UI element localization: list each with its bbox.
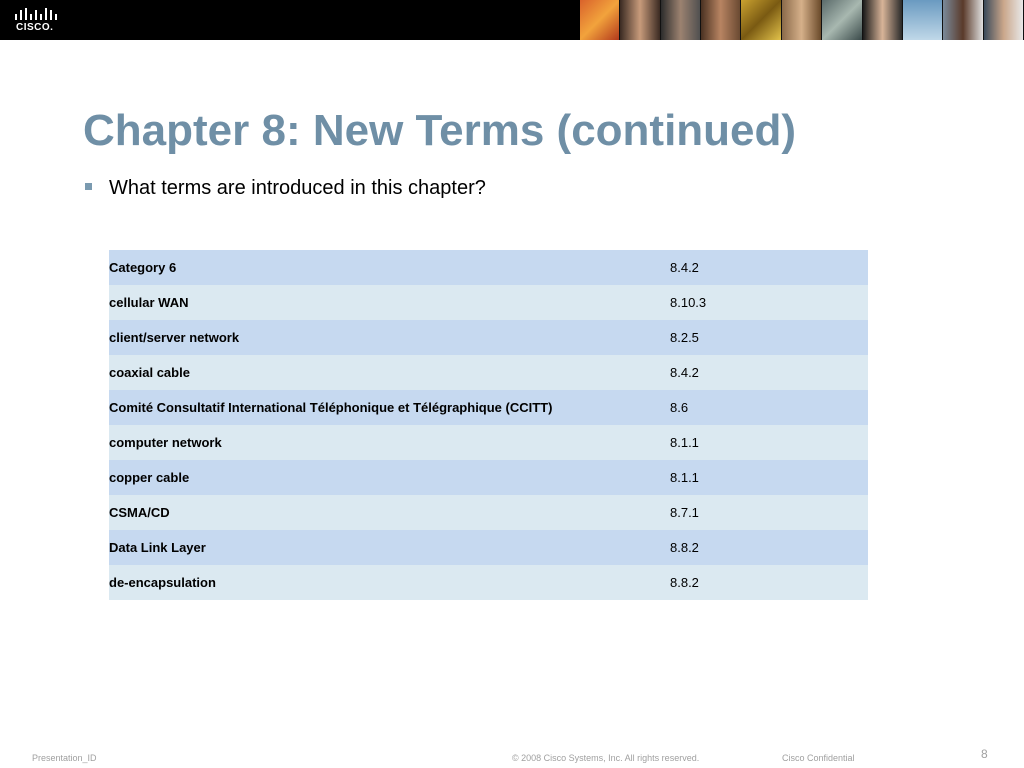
section-cell: 8.4.2 [670,250,868,285]
photo-strip [580,0,1024,40]
term-cell: Category 6 [109,250,670,285]
table-row [109,250,868,285]
photo-tile [943,0,983,40]
table-row [109,530,868,565]
header-bar [0,0,1024,40]
photo-tile [701,0,741,40]
term-cell: client/server network [109,320,670,355]
term-cell: cellular WAN [109,285,670,320]
table-row [109,355,868,390]
section-cell: 8.10.3 [670,285,868,320]
photo-tile [741,0,781,40]
cisco-bars-icon [14,8,58,20]
photo-tile [903,0,943,40]
term-cell: Comité Consultatif International Téléphonique et Télégraphique (CCITT) [109,390,670,425]
photo-tile [580,0,620,40]
bullet-text: What terms are introduced in this chapter? [109,176,486,199]
table-row [109,390,868,425]
section-cell: 8.8.2 [670,565,868,600]
photo-tile [822,0,862,40]
slide-title: Chapter 8: New Terms (continued) [83,106,797,155]
footer-presentation-id: Presentation_ID [32,753,97,763]
section-cell: 8.1.1 [670,460,868,495]
footer-copyright: © 2008 Cisco Systems, Inc. All rights reserved. [512,753,700,763]
terms-table [109,250,868,600]
table-row [109,320,868,355]
term-cell: CSMA/CD [109,495,670,530]
section-cell: 8.8.2 [670,530,868,565]
section-cell: 8.1.1 [670,425,868,460]
photo-tile [620,0,660,40]
table-row [109,425,868,460]
term-cell: copper cable [109,460,670,495]
logo-wordmark: CISCO. [16,22,54,33]
photo-tile [863,0,903,40]
section-cell: 8.4.2 [670,355,868,390]
table-row [109,495,868,530]
term-cell: coaxial cable [109,355,670,390]
photo-tile [782,0,822,40]
photo-tile [984,0,1024,40]
photo-tile [661,0,701,40]
table-row [109,460,868,495]
bullet-item [85,176,486,200]
section-cell: 8.6 [670,390,868,425]
term-cell: Data Link Layer [109,530,670,565]
square-bullet-icon [85,183,92,190]
page-number: 8 [981,747,988,761]
cisco-logo [10,6,62,34]
table-row [109,565,868,600]
section-cell: 8.2.5 [670,320,868,355]
footer-confidential: Cisco Confidential [782,753,855,763]
term-cell: de-encapsulation [109,565,670,600]
section-cell: 8.7.1 [670,495,868,530]
table-row [109,285,868,320]
term-cell: computer network [109,425,670,460]
